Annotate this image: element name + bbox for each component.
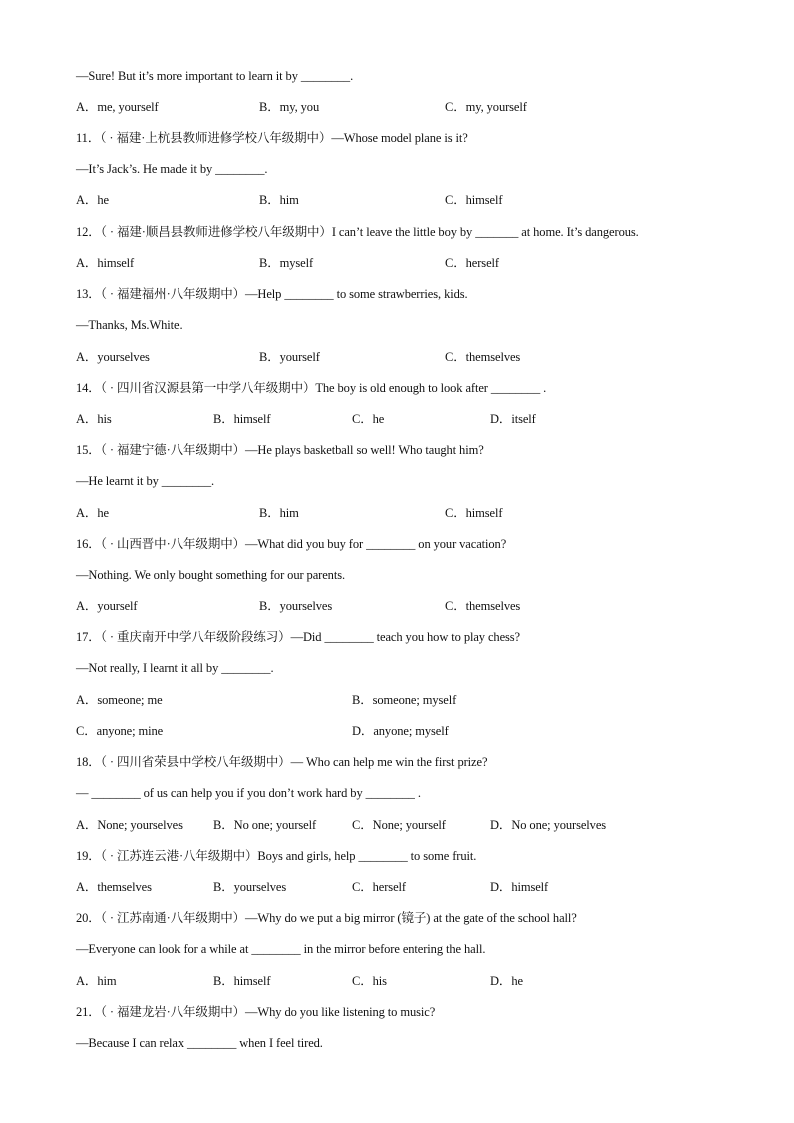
- option-a: A．someone; me: [76, 693, 163, 707]
- option-b: B．him: [259, 193, 299, 207]
- question-10-line-1: —Sure! But it’s more important to learn it by ________.: [76, 69, 354, 83]
- option-b: B．yourselves: [213, 880, 287, 894]
- question-13-stem: 13．（ · 福建福州·八年级期中）—Help ________ to some strawberries, kids.: [76, 287, 468, 301]
- option-b: B．yourselves: [259, 599, 333, 613]
- question-20-line-2: —Everyone can look for a while at ________ in the mirror before entering the hall.: [76, 942, 486, 956]
- option-c: C．himself: [445, 506, 503, 520]
- option-b: B．yourself: [259, 350, 320, 364]
- option-c: C．he: [352, 412, 385, 426]
- option-a: A．he: [76, 506, 109, 520]
- option-c: C．his: [352, 974, 387, 988]
- question-16-line-2: —Nothing. We only bought something for our parents.: [76, 568, 345, 582]
- question-21-stem: 21．（ · 福建龙岩·八年级期中）—Why do you like listening to music?: [76, 1005, 436, 1019]
- option-a: A．yourself: [76, 599, 138, 613]
- question-17-stem: 17．（ · 重庆南开中学八年级阶段练习）—Did ________ teach you how to play chess?: [76, 630, 521, 644]
- option-b: B．himself: [213, 974, 271, 988]
- option-d: D．himself: [490, 880, 549, 894]
- option-d: D．anyone; myself: [352, 724, 449, 738]
- option-b: B．No one; yourself: [213, 818, 317, 832]
- option-b: B．someone; myself: [352, 693, 457, 707]
- question-20-stem: 20．（ · 江苏南通·八年级期中）—Why do we put a big mirror (镜子) at the gate of the school hall?: [76, 911, 577, 925]
- option-a: A．yourselves: [76, 350, 150, 364]
- option-b: B．him: [259, 506, 299, 520]
- option-d: D．itself: [490, 412, 536, 426]
- question-17-line-2: —Not really, I learnt it all by ________.: [76, 661, 274, 675]
- question-14-stem: 14．（ · 四川省汉源县第一中学八年级期中）The boy is old enough to look after ________ .: [76, 381, 547, 395]
- question-15-stem: 15．（ · 福建宁德·八年级期中）—He plays basketball so well! Who taught him?: [76, 443, 484, 457]
- question-18-line-2: — ________ of us can help you if you don’t work hard by ________ .: [76, 786, 421, 800]
- option-b: B．himself: [213, 412, 271, 426]
- option-c: C．None; yourself: [352, 818, 446, 832]
- option-c: C．herself: [352, 880, 406, 894]
- question-19-stem: 19．（ · 江苏连云港·八年级期中）Boys and girls, help ________ to some fruit.: [76, 849, 477, 863]
- option-a: A．me, yourself: [76, 100, 159, 114]
- question-12-stem: 12．（ · 福建·顺昌县教师进修学校八年级期中）I can’t leave the little boy by _______ at home. It’s dangerous.: [76, 225, 639, 239]
- option-c: C．herself: [445, 256, 499, 270]
- option-b: B．my, you: [259, 100, 320, 114]
- question-15-line-2: —He learnt it by ________.: [76, 474, 215, 488]
- option-a: A．he: [76, 193, 109, 207]
- option-a: A．themselves: [76, 880, 152, 894]
- question-13-line-2: —Thanks, Ms.White.: [76, 318, 183, 332]
- option-a: A．his: [76, 412, 112, 426]
- option-c: C．themselves: [445, 599, 521, 613]
- question-21-line-2: —Because I can relax ________ when I feel tired.: [76, 1036, 323, 1050]
- option-a: A．None; yourselves: [76, 818, 183, 832]
- option-d: D．he: [490, 974, 523, 988]
- option-a: A．him: [76, 974, 117, 988]
- question-16-stem: 16．（ · 山西晋中·八年级期中）—What did you buy for ________ on your vacation?: [76, 537, 507, 551]
- question-11-line-2: —It’s Jack’s. He made it by ________.: [76, 162, 268, 176]
- option-c: C．my, yourself: [445, 100, 527, 114]
- option-b: B．myself: [259, 256, 314, 270]
- option-a: A．himself: [76, 256, 135, 270]
- option-d: D．No one; yourselves: [490, 818, 607, 832]
- option-c: C．himself: [445, 193, 503, 207]
- option-c: C．anyone; mine: [76, 724, 164, 738]
- question-11-stem: 11．（ · 福建·上杭县教师进修学校八年级期中）—Whose model plane is it?: [76, 131, 468, 145]
- option-c: C．themselves: [445, 350, 521, 364]
- question-18-stem: 18．（ · 四川省荣县中学校八年级期中）— Who can help me win the first prize?: [76, 755, 488, 769]
